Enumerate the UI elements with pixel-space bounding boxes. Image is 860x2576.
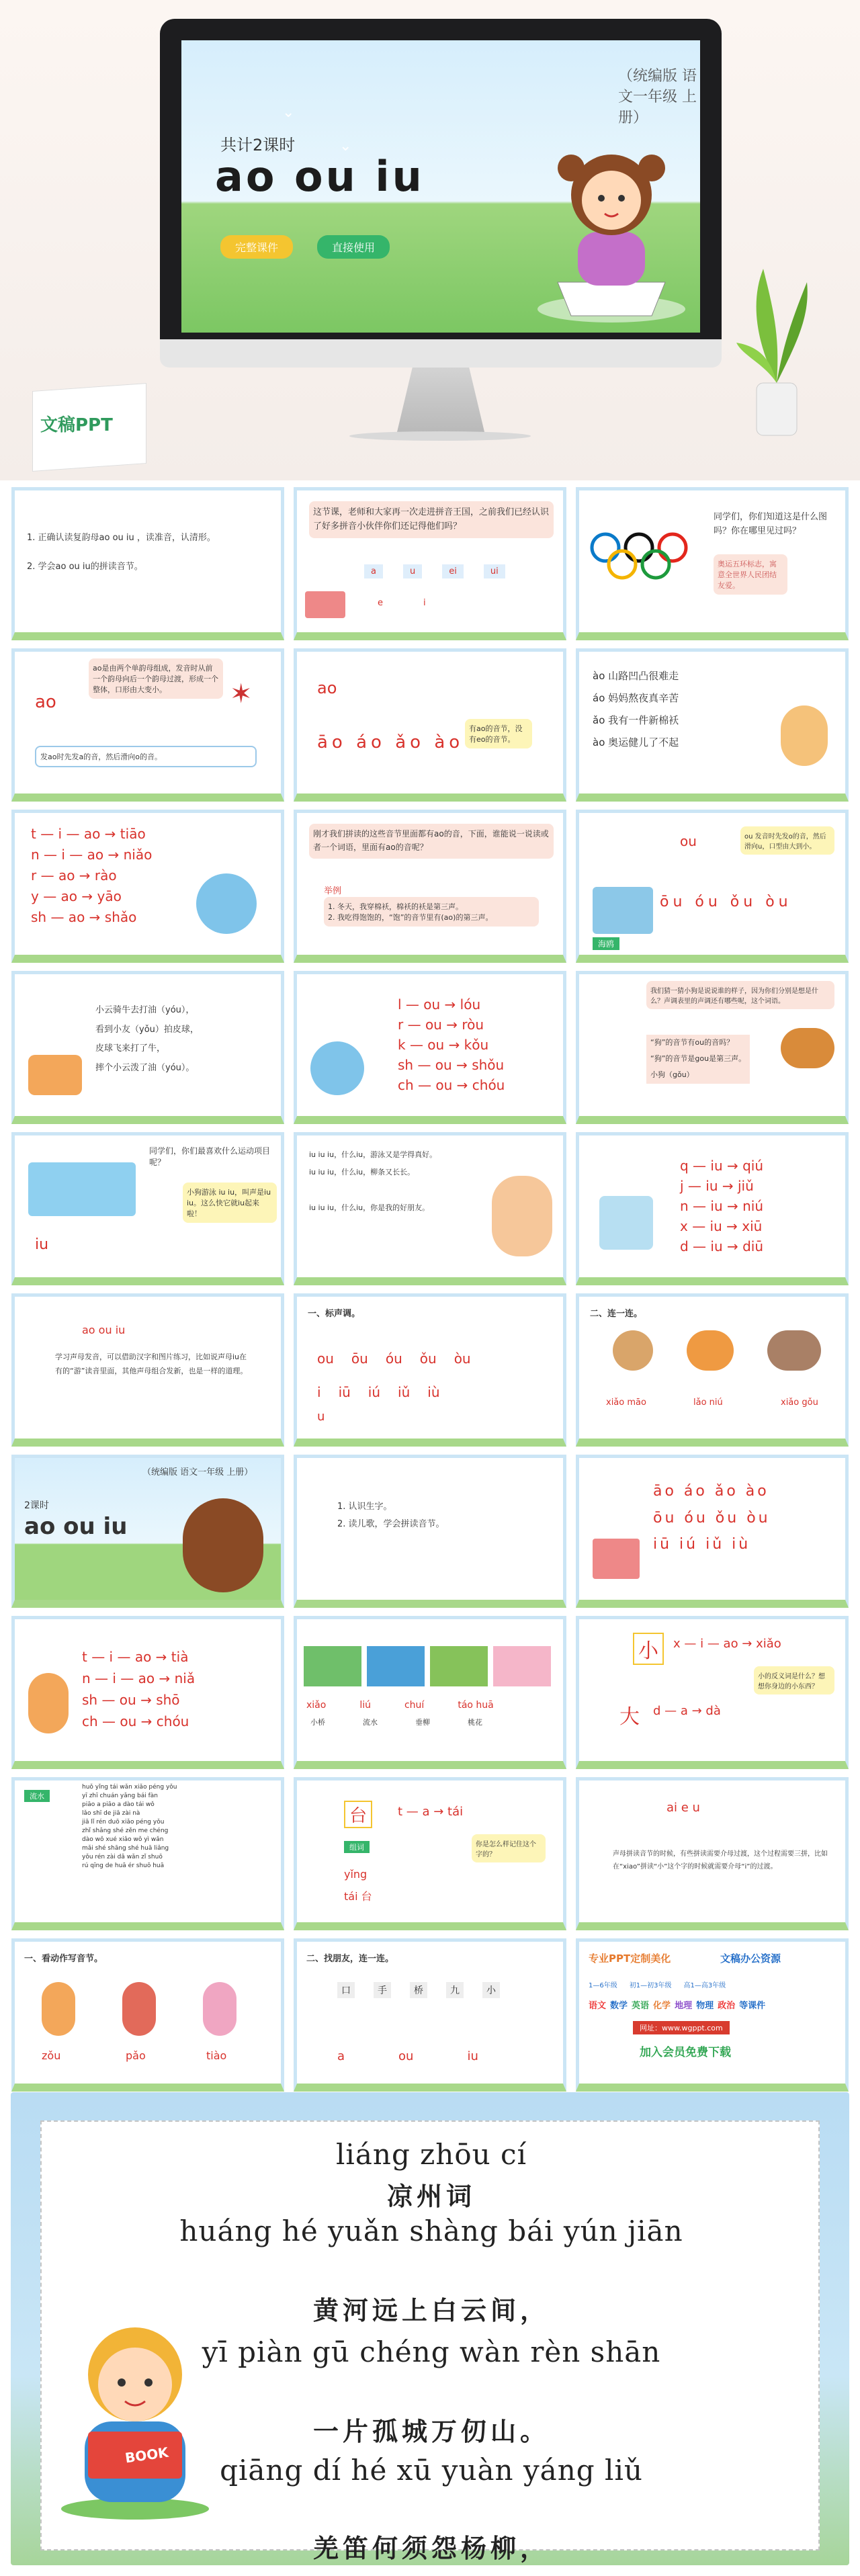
- spelling-line: sh — ou → shǒu: [398, 1057, 505, 1073]
- slide-thumbnail[interactable]: [576, 1293, 849, 1447]
- spelling-line: r — ao → rào: [31, 867, 117, 884]
- exercise-title: 一、看动作写音节。: [24, 1954, 103, 1964]
- subject-label: 物理: [696, 2001, 714, 2011]
- spelling-line: d — a → dà: [653, 1704, 721, 1718]
- slide-thumbnail[interactable]: [576, 648, 849, 802]
- edition-label: （统编版 语文一年级 上册）: [142, 1467, 253, 1477]
- spelling-line: x — iu → xiū: [680, 1218, 763, 1234]
- slide-thumbnail[interactable]: [11, 487, 284, 640]
- final-label: ou: [680, 833, 697, 849]
- bird-icon: ⌄: [282, 104, 295, 121]
- slide-text: 同学们，你们知道这是什么图吗？你在哪里见过吗？: [714, 512, 828, 536]
- water-picture: [367, 1646, 425, 1686]
- grade-label: 初1—初3年级: [629, 1982, 672, 1989]
- slide-text: 学习声母发音，可以借助汉字和图片练习，比如说声母iu在有的“游”读音里面，其他声母组合发新，也是一样的道理。: [55, 1353, 248, 1375]
- slide-text: 刚才我们拼读的这些音节里面都有ao的音，下面，谁能说一说读或者一个词语，里面有ao的音呢？: [309, 824, 554, 859]
- spelling-line: t — a → tái: [398, 1805, 464, 1819]
- character-box: 大: [619, 1705, 640, 1729]
- word-item: yǐng: [344, 1868, 368, 1881]
- caption-row: [310, 1717, 482, 1727]
- pinyin-label: táo huā: [458, 1700, 494, 1711]
- subject-label: 等课件: [739, 2001, 766, 2011]
- books-icon: [593, 1539, 640, 1579]
- seagull-picture: [593, 887, 653, 934]
- note-box: 奥运五环标志，寓意全世界人民团结友爱。: [714, 554, 787, 595]
- slide-thumbnail[interactable]: [294, 971, 566, 1124]
- subject-label: 英语: [632, 2001, 650, 2011]
- syllable: ei: [442, 564, 464, 578]
- spelling-line: sh — ao → shǎo: [31, 909, 137, 925]
- walking-kid-illustration: [42, 1982, 75, 2036]
- caption: 小桥: [310, 1718, 325, 1727]
- poem-line: 黄河远上白云间，: [312, 2295, 550, 2325]
- grade-label: 1—6年级: [589, 1982, 617, 1989]
- kid-illustration: [28, 1055, 82, 1095]
- slide-thumbnail[interactable]: [11, 1132, 284, 1285]
- kid-illustration: [781, 705, 828, 766]
- tone-item: i: [317, 1384, 321, 1400]
- poem-title: 凉州词: [386, 2181, 476, 2211]
- spelling-line: d — iu → diū: [680, 1238, 764, 1254]
- poem-text: huǒ yǐng tái wǎn xiǎo péng yǒu yī zhī chuán yǎng bái fàn piāo a piāo a dào tái wǒ lǎo shī de jiā zài nà jiā lǐ rén duō xiǎo péng yǒu zhǐ shǎng shé zěn me chéng dào wǒ xué xiǎo wǒ yì wǎn mǎi shé shāng shé huā liǎng yǒu rén zài dǎ wǎn zǐ shuō rú qīng de huā ér shuō huā: [82, 1784, 177, 1870]
- book-label: BOOK: [124, 2444, 170, 2466]
- final-label: iu: [467, 2049, 478, 2063]
- spelling-line: k — ou → kǒu: [398, 1037, 489, 1053]
- tone-row: [317, 1350, 471, 1367]
- kid-illustration: [310, 1041, 364, 1095]
- slide-thumbnail[interactable]: [294, 487, 566, 640]
- pinyin-label: xiǎo māo: [606, 1398, 646, 1408]
- edition-label: （统编版 语文一年级 上册）: [618, 68, 697, 126]
- grade-label: 高1—高3年级: [683, 1982, 726, 1989]
- slide-thumbnail[interactable]: [294, 1455, 566, 1608]
- peach-blossom-picture: [493, 1646, 551, 1686]
- pinyin-label: xiǎo: [306, 1700, 327, 1711]
- slide-thumbnail[interactable]: [294, 810, 566, 963]
- tone-table: [653, 1478, 771, 1558]
- kid-illustration: [492, 1176, 552, 1256]
- final-row: [337, 2049, 478, 2063]
- cat-illustration: [687, 1330, 734, 1371]
- word-line: áo 妈妈熬夜真辛苦: [593, 692, 679, 704]
- question-line: 小狗（gǒu）: [646, 1067, 750, 1083]
- pinyin-label: zǒu: [42, 2049, 61, 2062]
- slide-text: 同学们，你们最喜欢什么运动项目呢？: [149, 1146, 271, 1167]
- section-tag: 组词: [344, 1841, 370, 1853]
- dog-illustration: [781, 1028, 834, 1068]
- pinyin-label: lǎo niú: [693, 1398, 723, 1408]
- poem-pinyin-line: yī piàn gū chéng wàn rèn shān: [202, 2335, 661, 2368]
- character-tile[interactable]: 小: [482, 1982, 500, 1998]
- question-line: “狗”的音节是gou是第三声。: [646, 1051, 750, 1067]
- caption: 流水: [363, 1718, 378, 1727]
- tone-item: u: [317, 1410, 325, 1424]
- slide-thumbnail[interactable]: [294, 1132, 566, 1285]
- slide-thumbnail[interactable]: [11, 1777, 284, 1930]
- join-member-link[interactable]: 加入会员免费下载: [640, 2046, 731, 2059]
- olympic-rings-icon: [589, 531, 703, 585]
- lesson-count: 2课时: [24, 1500, 49, 1511]
- exercise-title: 一、标声调。: [308, 1309, 361, 1319]
- book-illustration: [599, 1196, 653, 1250]
- reading-girl-illustration: [183, 1498, 263, 1592]
- reading-girl-illustration: [531, 121, 692, 323]
- reading-boy-illustration: [58, 2301, 212, 2522]
- subject-label: 地理: [675, 2001, 693, 2011]
- character-box: 小: [633, 1633, 664, 1665]
- spelling-line: q — iu → qiú: [680, 1158, 764, 1174]
- plant-decoration: [736, 262, 817, 437]
- final-label: ai e u: [666, 1801, 700, 1815]
- slide-thumbnail-grid: [11, 487, 849, 2092]
- spelling-line: n — i — ao → niǎo: [31, 847, 153, 863]
- character-tile[interactable]: 九: [446, 1982, 464, 1998]
- spelling-line: r — ou → ròu: [398, 1017, 484, 1033]
- brand-name: 文稿办公资源: [720, 1952, 781, 1965]
- pinyin-row: [306, 1700, 494, 1711]
- athlete-icon: ✶: [230, 679, 253, 710]
- word-line: ǎo 我有一件新棉袄: [593, 714, 679, 726]
- spelling-line: t — i — ao → tiāo: [31, 826, 146, 842]
- spelling-line: t — i — ao → tià: [82, 1649, 189, 1665]
- slide-thumbnail[interactable]: [576, 1777, 849, 1930]
- tone-item: iù: [427, 1384, 440, 1400]
- spelling-line: sh — ou → shō: [82, 1692, 180, 1708]
- dog-illustration: [613, 1330, 653, 1371]
- cow-illustration: [767, 1330, 821, 1371]
- promo-title: 专业PPT定制美化: [589, 1952, 671, 1965]
- spelling-line: j — iu → jiǔ: [680, 1178, 754, 1194]
- lesson-title: ao ou iu: [24, 1513, 128, 1540]
- slide-thumbnail[interactable]: [294, 1938, 566, 2092]
- final-label: ao: [317, 679, 337, 697]
- note-box: ao是由两个单韵母组成，发音时从前一个韵母向后一个韵母过渡，形成一个整体，口形由大变小。: [89, 658, 223, 699]
- swimmer-illustration: [28, 1162, 136, 1216]
- character-tile[interactable]: 手: [374, 1982, 391, 1998]
- question-list: [646, 1035, 750, 1084]
- picture-row: [304, 1646, 551, 1686]
- slide-thumbnail[interactable]: [576, 1616, 849, 1769]
- final-label: ao: [35, 692, 56, 712]
- spelling-list: [398, 994, 505, 1095]
- caption: 垂柳: [415, 1718, 430, 1727]
- example-label: 举例: [324, 886, 342, 896]
- spelling-list: [31, 824, 152, 928]
- slide-thumbnail[interactable]: [11, 1293, 284, 1447]
- slide-thumbnail[interactable]: [294, 1293, 566, 1447]
- slide-thumbnail[interactable]: [11, 1455, 284, 1608]
- kid-illustration: [196, 873, 257, 934]
- subject-label: 数学: [610, 2001, 628, 2011]
- willow-picture: [430, 1646, 488, 1686]
- note-box: 小的反义词是什么？想想你身边的小东西？: [754, 1666, 834, 1694]
- tone-item: ǒu: [419, 1350, 437, 1367]
- slide-thumbnail[interactable]: [11, 971, 284, 1124]
- question-line: “狗”的音节有ou的音吗？: [646, 1035, 750, 1051]
- subject-row: [589, 1998, 765, 2011]
- tone-item: ou: [317, 1350, 334, 1367]
- jumping-kid-illustration: [203, 1982, 236, 2036]
- tone-row: iū iú iǔ iù: [653, 1536, 751, 1553]
- subject-label: 政治: [718, 2001, 736, 2011]
- running-kid-illustration: [122, 1982, 156, 2036]
- character-tile[interactable]: 口: [337, 1982, 355, 1998]
- slide-thumbnail[interactable]: [11, 810, 284, 963]
- spelling-line: n — iu → niú: [680, 1198, 764, 1214]
- kid-illustration: [28, 1673, 69, 1733]
- monitor-stand: [396, 368, 485, 435]
- slide-thumbnail[interactable]: [576, 810, 849, 963]
- note-box: 我们猜一猜小狗是说说谁的样子，因为你们分别是想是什么？声调表里的声调还有哪些呢，这个词语。: [646, 981, 834, 1009]
- character-tile[interactable]: 桥: [410, 1982, 427, 1998]
- final-label: iu: [35, 1236, 49, 1253]
- tone-item: iū: [338, 1384, 351, 1400]
- lesson-title: ao ou iu: [215, 152, 425, 201]
- poem-line: 羌笛何须怨杨柳，: [312, 2533, 550, 2563]
- lesson-count: 共计2课时: [220, 136, 296, 155]
- full-courseware-button[interactable]: 完整课件: [220, 235, 293, 259]
- slide-thumbnail[interactable]: [576, 1132, 849, 1285]
- syllable: ui: [484, 564, 505, 578]
- direct-use-button[interactable]: 直接使用: [317, 235, 390, 259]
- word-line: ào 山路凹凸很难走: [593, 670, 679, 682]
- tone-row: [317, 1384, 440, 1400]
- note-box: 你是怎么样记住这个字的？: [472, 1834, 546, 1862]
- seagull-tag: 海鸥: [593, 937, 619, 950]
- final-label: a: [337, 2049, 345, 2063]
- character-box: 台: [344, 1801, 372, 1828]
- monitor-chin: [160, 339, 722, 368]
- bridge-picture: [304, 1646, 361, 1686]
- hero-banner: [0, 0, 860, 480]
- word-line: ào 奥运健儿了不起: [593, 736, 679, 748]
- tone-item: óu: [385, 1350, 402, 1367]
- poem-line: 一片孤城万仞山。: [312, 2416, 550, 2446]
- tone-row: ōu óu ǒu òu: [660, 894, 792, 910]
- tone-item: iú: [368, 1384, 381, 1400]
- final-label: ao ou iu: [82, 1324, 126, 1336]
- slide-text: 1. 认识生字。 2. 读儿歌，学会拼读音节。: [337, 1502, 445, 1529]
- subject-label: 化学: [653, 2001, 671, 2011]
- spelling-line: x — i — ao → xiǎo: [673, 1637, 781, 1651]
- syllable-row: [364, 564, 505, 578]
- slide-thumbnail[interactable]: [11, 1938, 284, 2092]
- slide-thumbnail[interactable]: [294, 648, 566, 802]
- syllable: e: [378, 598, 383, 608]
- pinyin-label: xiǎo gǒu: [781, 1398, 818, 1408]
- syllable: u: [403, 564, 422, 578]
- slide-thumbnail[interactable]: [11, 1616, 284, 1769]
- syllable: i: [423, 598, 426, 608]
- tone-row: āo áo ǎo ào: [317, 732, 464, 753]
- poem-pinyin-line: qiāng dí hé xū yuàn yáng liǔ: [220, 2454, 643, 2487]
- tone-item: iǔ: [398, 1384, 411, 1400]
- wengao-logo: 文稿PPT: [40, 415, 113, 435]
- pinyin-label: chuí: [404, 1700, 425, 1711]
- tone-row: ōu óu ǒu òu: [653, 1509, 771, 1527]
- spelling-list: [680, 1156, 763, 1256]
- exercise-title: 二、找朋友，连一连。: [306, 1954, 394, 1964]
- spelling-list: [82, 1646, 195, 1732]
- pinyin-label: tiào: [206, 2049, 227, 2062]
- spelling-line: l — ou → lóu: [398, 996, 481, 1013]
- rhyme-text: iu iu iu，什么iu，游泳又是学得真好。 iu iu iu，什么iu，柳条又长长。 iu iu iu，什么iu，你是我的好朋友。: [309, 1150, 437, 1213]
- slide-thumbnail[interactable]: [11, 648, 284, 802]
- slide-text: 1. 正确认读复韵母ao ou iu ，读准音，认清形。 2. 学会ao ou iu的拼读音节。: [27, 533, 216, 572]
- poem-slide: [11, 2092, 849, 2565]
- pinyin-label: pǎo: [126, 2049, 146, 2062]
- slide-thumbnail[interactable]: [576, 487, 849, 640]
- subject-label: 语文: [589, 2001, 607, 2011]
- slide-text: 这节课，老师和大家再一次走进拼音王国，之前我们已经认识了好多拼音小伙伴你们还记得他们吗？: [309, 501, 554, 538]
- bird-icon: ⌄: [339, 138, 352, 155]
- exercise-title: 二、连一连。: [590, 1309, 643, 1319]
- monitor-screen: [181, 40, 700, 333]
- poem-pinyin-line: liáng zhōu cí: [335, 2138, 527, 2171]
- slide-thumbnail[interactable]: [576, 971, 849, 1124]
- grade-row: [589, 1979, 726, 1989]
- note-box: 有ao的音节，没有eo的音节。: [465, 719, 532, 748]
- website-link[interactable]: 网址：www.wgppt.com: [633, 2021, 730, 2034]
- slide-thumbnail[interactable]: [576, 1455, 849, 1608]
- character-row: [337, 1982, 500, 1998]
- rhyme-text: 小云骑牛去打油（yóu）， 看到小友（yǒu）拍皮球， 皮球飞来打了牛， 摔个小云泼了油（yóu）。: [95, 1005, 199, 1073]
- spelling-line: n — i — ao → niǎ: [82, 1670, 196, 1686]
- note-box: 1. 冬天，我穿棉袄，棉袄的袄是第三声。 2. 我吃得饱饱的，“饱”的音节里有(ao)的第三声。: [324, 897, 539, 927]
- slide-thumbnail[interactable]: [576, 1938, 849, 2092]
- final-label: ou: [398, 2049, 414, 2063]
- word-list: [593, 665, 679, 754]
- tone-item: ōu: [351, 1350, 368, 1367]
- slide-thumbnail[interactable]: [294, 1777, 566, 1930]
- note-box: ou 发音时先发o的音，然后滑向u，口型由大到小。: [740, 826, 834, 855]
- section-tag: 流水: [24, 1790, 50, 1802]
- tone-item: òu: [454, 1350, 471, 1367]
- spelling-line: ch — ou → chóu: [398, 1077, 505, 1093]
- word-item: tái 台: [344, 1890, 372, 1903]
- pinyin-label: liú: [359, 1700, 371, 1711]
- monitor-base: [349, 431, 531, 441]
- caption: 桃花: [468, 1718, 482, 1727]
- slide-text: 声母拼读音节的时候，有些拼读需要介母过渡，这个过程需要三拼，比如在“xiao”拼读“小”这个字的时候就需要介母“i”的过渡。: [613, 1850, 828, 1871]
- poem-pinyin-line: huáng hé yuǎn shàng bái yún jiān: [179, 2215, 683, 2247]
- slide-thumbnail[interactable]: [294, 1616, 566, 1769]
- spelling-line: y — ao → yāo: [31, 888, 122, 904]
- note-box: 发ao时先发a的音，然后滑向o的音。: [35, 746, 257, 767]
- books-icon: [305, 591, 345, 618]
- tone-row: āo áo ǎo ào: [653, 1483, 769, 1500]
- spelling-line: ch — ou → chóu: [82, 1713, 189, 1729]
- syllable: a: [364, 564, 383, 578]
- note-box: 小狗游泳 iu iu，叫声是iu iu。这么快它就iu起来啦！: [183, 1183, 277, 1223]
- syllable-row: [378, 598, 426, 608]
